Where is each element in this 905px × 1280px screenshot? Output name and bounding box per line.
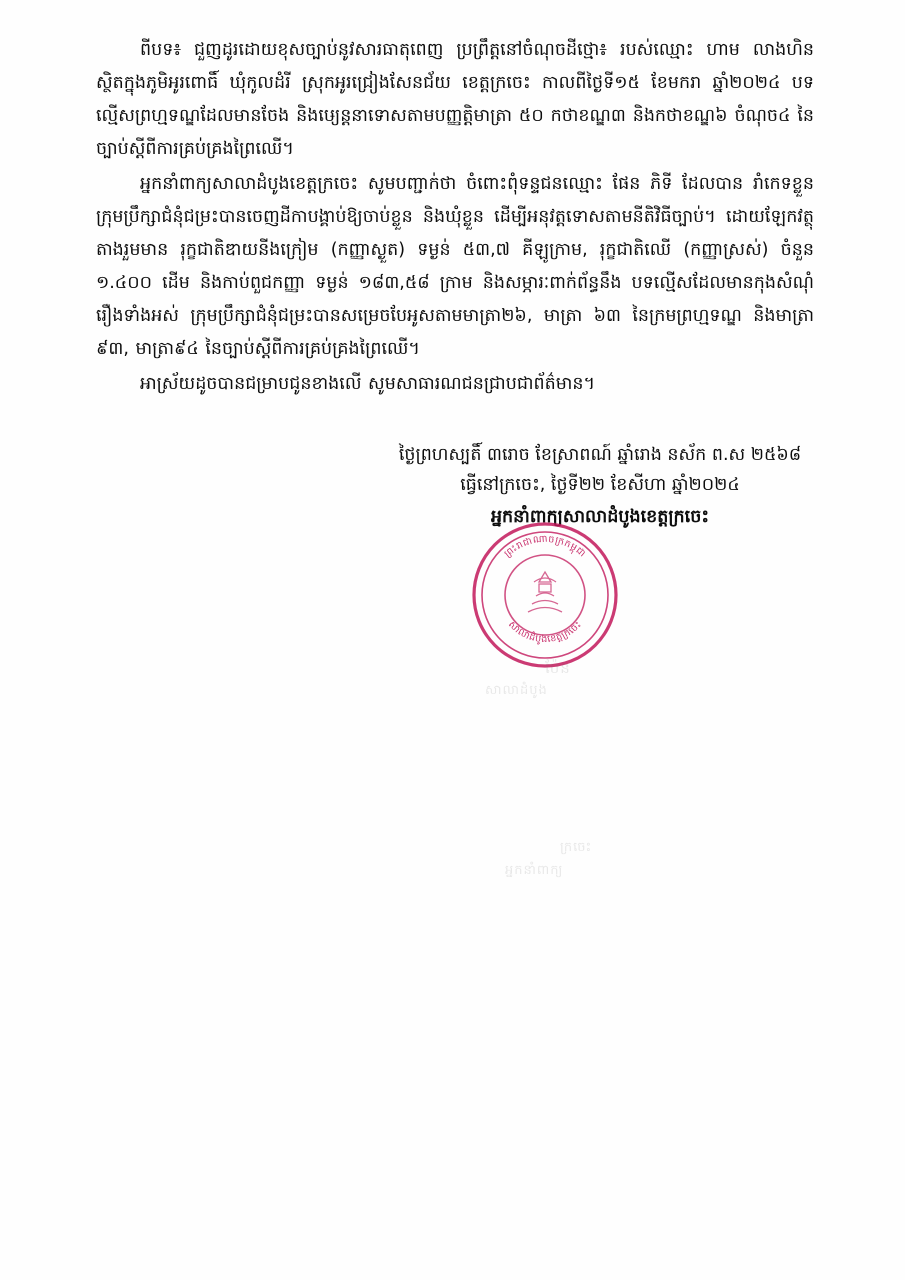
ghost-text-line-4: អ្នកនាំពាក្យ — [505, 863, 564, 878]
lunar-date: ថ្ងៃព្រហស្បតិ៍ ៣រោច ខែស្រាពណ៍ ឆ្នាំរោង នស័ក ព.ស ២៥៦៨ — [398, 445, 802, 465]
document-body — [96, 34, 814, 401]
gregorian-date: ធ្វើនៅក្រចេះ, ថ្ងៃទី២២ ខែសីហា ឆ្នាំ២០២៤ — [460, 475, 740, 495]
ghost-text-line-3: ក្រចេះ — [560, 840, 593, 855]
paragraph-1: ពីបទ៖ ជួញដូរដោយខុសច្បាប់នូវសារធាតុពេញ ប្រព្រឹត្តនៅចំណុចដីថ្មោ៖ របស់ឈ្មោះ ហាម លាងហិន ស្ថិតក្នុងភូមិអូរពោធិ៍ ឃុំកូលដំរី ស្រុកអូរជ្រៀងសែនជ័យ ខេត្តក្រចេះ កាលពីថ្ងៃទី១៥ ខែមករា ឆ្នាំ២០២៤ បទល្មើសព្រហ្មទណ្ឌដែលមានចែង និងឞ្យេន្តនាទោសតាមបញ្ញត្តិមាត្រា ៥០ កថាខណ្ឌ៣ និងកថាខណ្ឌ៦ ចំណុច៤ នៃច្បាប់ស្ដីពីការគ្រប់គ្រងព្រៃឈើ។ — [96, 40, 814, 159]
svg-text:ព្រះរាជាណាចក្រកម្ពុជា: ព្រះរាជាណាចក្រកម្ពុជា — [502, 533, 588, 560]
ghost-text-line-2: សាលាដំបូង — [485, 683, 548, 698]
signer-title: អ្នកនាំពាក្យសាលាដំបូងខេត្តក្រចេះ — [490, 507, 710, 527]
paragraph-2: អ្នកនាំពាក្យសាលាដំបូងខេត្តក្រចេះ សូមបញ្ជាក់ថា ចំពោះពុំទន្ទជនឈ្មោះ ផែន ភិទី ដែលបាន រាំកេទខ្លួន ក្រុមប្រឹក្សាជំនុំជម្រះបានចេញដីកាបង្គាប់ឱ្យចាប់ខ្លួន និងឃុំខ្លួន ដើម្បីអនុវត្តទោសតាមនីតិវិធីច្បាប់។ ដោយឡែកវត្ថុតាងរួមមាន រុក្ខជាតិឌាយនីងក្រៀម (កញ្ញាស្ងួត) ទម្ងន់ ៥៣,៧ គីឡូក្រាម, រុក្ខជាតិឈើ (កញ្ញាស្រស់) ចំនួន ១.៤០០ ដើម និងកាប់ពួជកញ្ញា ទម្ងន់ ១៨៣,៥៨ ក្រាម និងសម្ភារៈពាក់ព័ន្ធនឹង បទល្មើសដែលមានកុងសំណុំរឿងទាំងអស់ ក្រុមប្រឹក្សាជំនុំជម្រះបានសម្រេចបែអូសតាមមាត្រា២៦, មាត្រា ៦៣ នៃក្រមព្រហ្មទណ្ឌ និងមាត្រា ៩៣, មាត្រា៩៤ នៃច្បាប់ស្ដីពីការគ្រប់គ្រងព្រៃឈើ។ — [96, 174, 814, 359]
ghost-text-line-1: ប៉ែន — [545, 659, 571, 677]
svg-text:សាលាដំបូងខេត្តក្រចេះ: សាលាដំបូងខេត្តក្រចេះ — [505, 618, 585, 646]
official-seal-stamp — [470, 520, 620, 670]
paragraph-3: អាស្រ័យដូចបានជម្រាបជូនខាងលើ សូមសាធារណជនជ្រាបជាព័ត៌មាន។ — [140, 374, 596, 394]
signature-block — [380, 440, 820, 532]
